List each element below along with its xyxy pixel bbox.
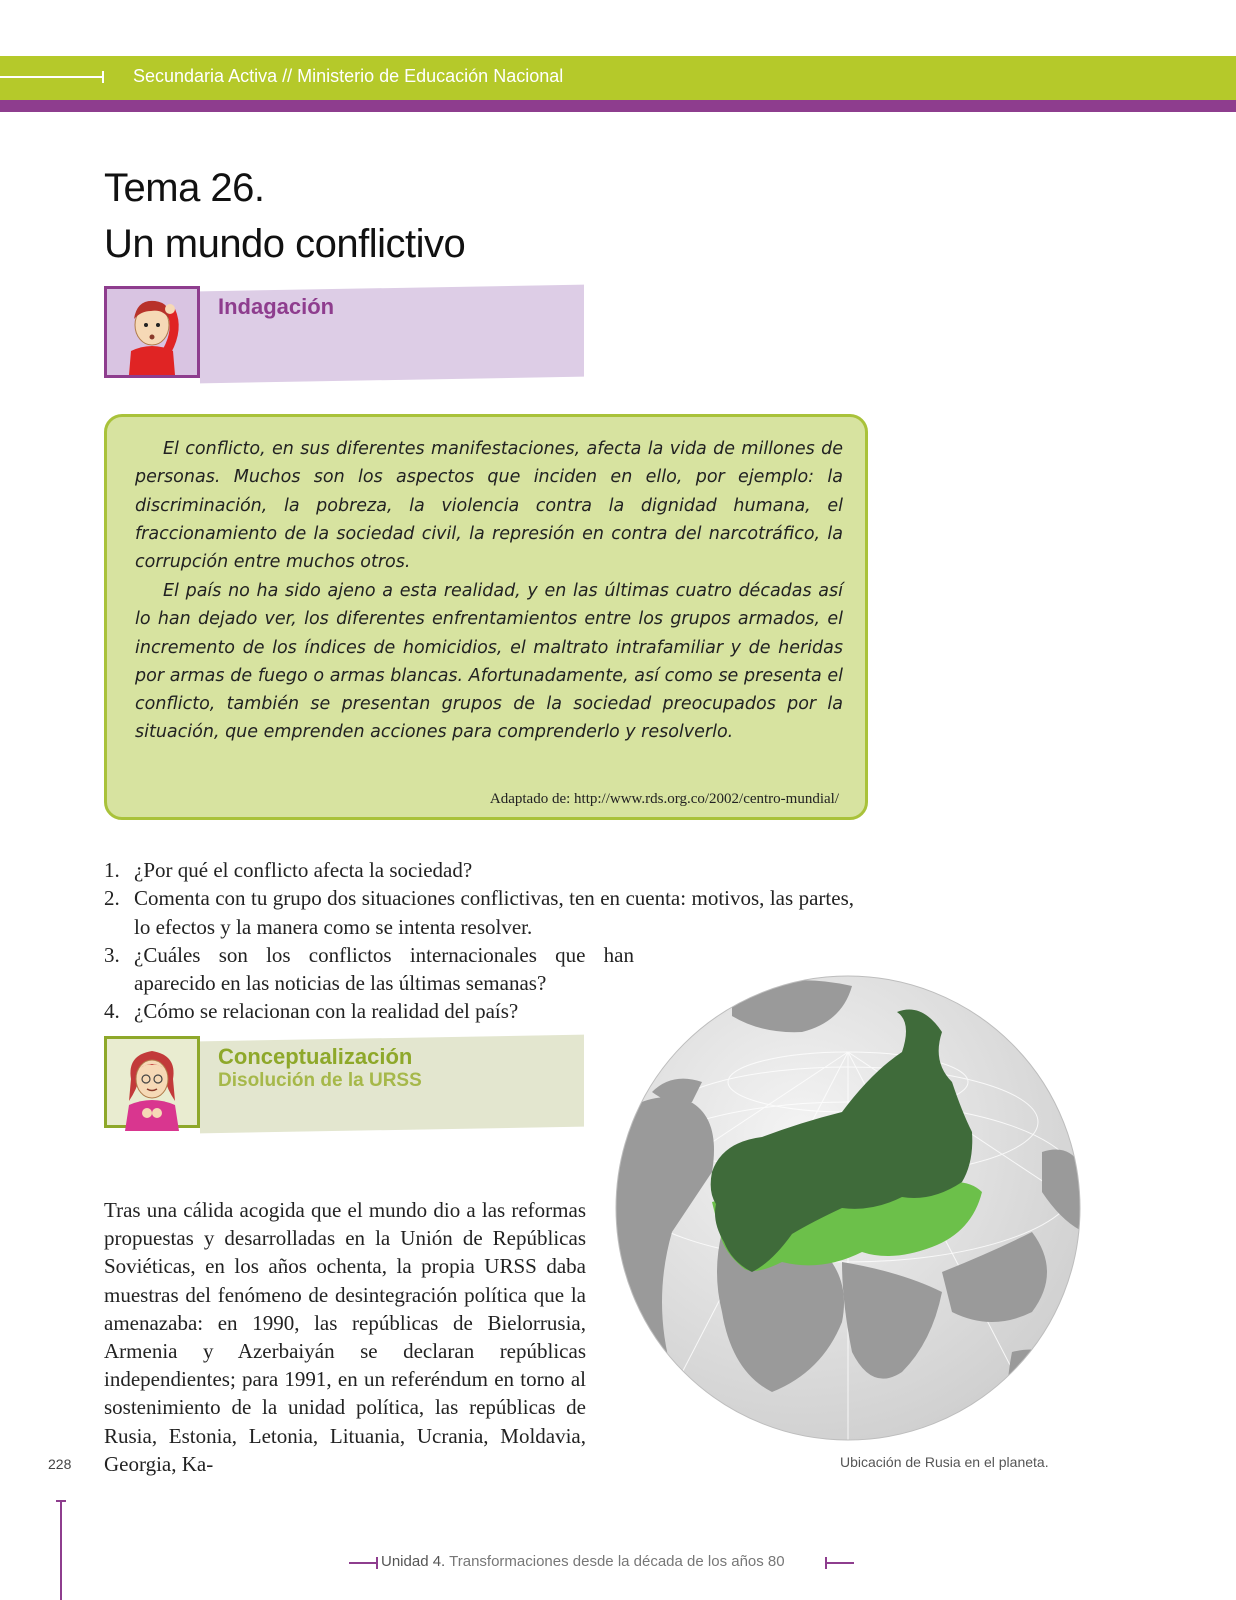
footer-unit: Unidad 4. [381,1553,446,1570]
question-item [104,941,634,998]
section-label: Indagación [218,294,335,319]
student-illustration-frame [104,1036,200,1128]
header-rule [0,76,104,78]
question-text: ¿Cómo se relacionan con la realidad del país? [134,999,519,1024]
title-line-1: Tema 26. [104,166,265,210]
body-paragraph: Tras una cálida acogida que el mundo dio a las reformas propuestas y desarrolladas en la Unión de Repúblicas Soviéticas, en los años ochenta, la propia URSS daba muestras del fenómeno de desintegración política que la amenazaba: en 1990, las repúblicas de Bielorrusia, Armenia y Azerbaiyán se declaran repúblicas independientes; para 1991, en un referéndum en torno al sostenimiento de la unidad política, las repúblicas de Rusia, Estonia, Letonia, Lituania, Ucrania, Moldavia, Georgia, Ka- [104,1198,586,1476]
question-number: 2. [104,886,120,911]
section-label: Conceptualización [218,1044,413,1069]
footer-unit-title: Transformaciones desde la década de los años 80 [449,1553,785,1570]
reading-source: Adaptado de: http://www.rds.org.co/2002/centro-mundial/ [489,791,839,807]
series-title: Secundaria Activa // Ministerio de Educación Nacional [133,66,564,86]
footer-rule-right [826,1562,854,1564]
question-text: Comenta con tu grupo dos situaciones conflictivas, ten en cuenta: motivos, las partes, lo efectos y la manera como se intenta resolver. [134,886,854,939]
reading-paragraph-2: El país no ha sido ajeno a esta realidad, y en las últimas cuatro décadas así lo han dejado ver, los diferentes enfrentamientos entre los grupos armados, el incremento de los índices de homicidios, el maltrato intrafamiliar y de heridas por armas de fuego o armas blancas. Afortunadamente, así como se presenta el conflicto, también se presentan grupos de la sociedad preocupados por la situación, que emprenden acciones para comprenderlo y resolverlo. [135,581,843,743]
girl-student-icon [107,1039,197,1131]
margin-rule [60,1500,62,1600]
russia-globe-map [612,972,1084,1444]
section-sublabel: Disolución de la URSS [218,1070,422,1091]
footer-tick-left [376,1557,378,1569]
footer [349,1553,853,1573]
question-number: 1. [104,858,120,882]
question-number: 4. [104,999,120,1024]
section-banner-conceptualizacion [104,1032,584,1134]
reading-paragraph-1: El conflicto, en sus diferentes manifestaciones, afecta la vida de millones de personas. Muchos son los aspectos que inciden en ello, por ejemplo: la discriminación, la pobreza, la violencia contra la dignidad humana, el fraccionamiento de la sociedad civil, la represión en contra del narcotráfico, la corrupción entre muchos otros. [135,439,843,573]
footer-rule-left [349,1562,377,1564]
header-accent-bar [0,100,1236,112]
footer-text [381,1553,785,1570]
question-number: 3. [104,942,120,967]
reading-box [104,414,868,820]
question-text: ¿Por qué el conflicto afecta la sociedad? [134,858,473,882]
question-item [104,884,854,941]
header-rule-tick [102,71,104,83]
student-illustration-frame [104,286,200,378]
thinking-student-icon [107,289,197,375]
title-line-2: Un mundo conflictivo [104,222,466,266]
question-text: ¿Cuáles son los conflictos internacionales que han aparecido en las noticias de las últimas semanas? [134,942,634,996]
page-title [104,160,465,272]
section-banner-indagacion [104,282,584,384]
figure-caption: Ubicación de Rusia en el planeta. [840,1454,1049,1470]
page-number: 228 [48,1456,72,1472]
question-item [104,856,854,884]
